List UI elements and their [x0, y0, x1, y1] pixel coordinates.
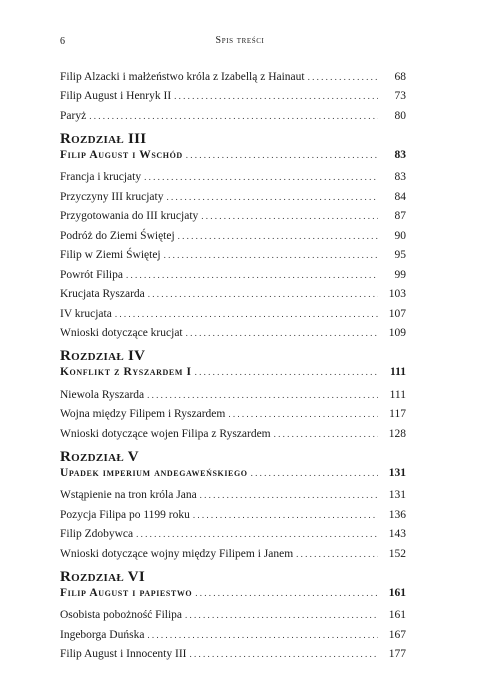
toc-entry: [60, 282, 406, 302]
toc-entry: [60, 262, 406, 282]
dot-leader: [89, 110, 378, 123]
toc-entry-page: 95: [394, 249, 406, 261]
toc-entry-title: Paryż: [60, 109, 87, 122]
toc-entry-title: Krucjata Ryszarda: [60, 288, 145, 300]
toc-entry-page: 152: [388, 547, 406, 560]
dot-leader: [178, 230, 378, 243]
toc-entry-page: 177: [388, 648, 406, 660]
toc-entry: [60, 421, 406, 441]
toc-entry: [60, 603, 406, 623]
dot-leader: [228, 408, 378, 421]
dot-leader: [251, 467, 378, 480]
dot-leader: [195, 587, 378, 600]
toc-entry-page: 107: [388, 307, 406, 320]
dot-leader: [186, 149, 378, 162]
dot-leader: [144, 171, 378, 184]
chapter-title: Filip August i papiestwo: [60, 586, 193, 599]
toc-entry-page: 161: [388, 609, 406, 621]
toc-entry: [60, 642, 406, 662]
dot-leader: [166, 191, 378, 204]
toc-entry: [60, 541, 406, 561]
dot-leader: [185, 609, 378, 622]
chapter-label: Rozdział VI: [60, 568, 146, 585]
page-header: [0, 0, 480, 60]
toc-entry-title: Ingeborga Duńska: [60, 628, 145, 641]
toc-entry-page: 68: [394, 70, 406, 83]
toc-entry-title: Wojna między Filipem i Ryszardem: [60, 408, 226, 420]
dot-leader: [200, 489, 378, 502]
toc-entry-page: 109: [388, 327, 406, 339]
toc-entry: [60, 184, 406, 204]
toc-entry: [60, 622, 406, 642]
toc-entry-page: 136: [388, 508, 406, 521]
dot-leader: [174, 90, 378, 103]
chapter-heading: [60, 450, 406, 480]
toc-entry-title: Pozycja Filipa po 1199 roku: [60, 508, 190, 521]
toc-entry: [60, 382, 406, 402]
toc-entry-title: Filip Alzacki i małżeństwo króla z Izabellą z Hainaut: [60, 70, 305, 83]
toc-entry-title: Podróż do Ziemi Świętej: [60, 229, 175, 242]
chapter-title-line: [60, 585, 406, 600]
toc-entry-page: 111: [389, 388, 406, 401]
page-number: 6: [60, 36, 65, 47]
toc-entry-title: Wnioski dotyczące wojen Filipa z Ryszardem: [60, 427, 271, 440]
toc-entry-title: Filip August i Innocenty III: [60, 648, 187, 660]
toc-entry-title: IV krucjata: [60, 307, 112, 320]
chapter-label: Rozdział III: [60, 130, 147, 147]
toc-entry-title: Powrót Filipa: [60, 268, 123, 281]
toc-entry-title: Przygotowania do III krucjaty: [60, 210, 199, 222]
toc-entry-title: Wnioski dotyczące krucjat: [60, 327, 183, 339]
chapter-page: 83: [394, 148, 406, 161]
dot-leader: [136, 528, 378, 541]
toc-entry-title: Filip Zdobywca: [60, 528, 134, 540]
chapter-title: Filip August i Wschód: [60, 148, 183, 161]
toc-entry-page: 83: [394, 171, 406, 183]
chapter-label: Rozdział IV: [60, 348, 146, 364]
dot-leader: [186, 327, 378, 340]
dot-leader: [115, 308, 378, 321]
toc-entry-title: Niewola Ryszarda: [60, 388, 145, 401]
chapter-heading: [60, 132, 406, 162]
toc-entry: [60, 103, 406, 123]
dot-leader: [296, 548, 378, 561]
dot-leader: [308, 71, 378, 84]
toc-entry-title: Osobista pobożność Filipa: [60, 609, 183, 621]
chapter-heading: [60, 570, 406, 600]
toc-entry-title: Filip w Ziemi Świętej: [60, 249, 161, 261]
toc-entry-title: Filip August i Henryk II: [60, 90, 172, 102]
table-of-contents: [60, 64, 406, 661]
chapter-title-line: [60, 147, 406, 162]
toc-entry-page: 143: [388, 528, 406, 540]
toc-entry: [60, 84, 406, 104]
dot-leader: [148, 288, 378, 301]
dot-leader: [164, 249, 378, 262]
toc-entry-page: 87: [394, 210, 406, 222]
toc-entry: [60, 243, 406, 263]
toc-entry-page: 90: [394, 229, 406, 242]
toc-entry-title: Wstąpienie na tron króla Jana: [60, 489, 197, 501]
dot-leader: [274, 428, 378, 441]
toc-entry: [60, 165, 406, 185]
running-head: Spis treści: [215, 35, 265, 46]
toc-entry: [60, 64, 406, 84]
chapter-page: 161: [388, 586, 406, 599]
chapter-title: Upadek imperium andegaweńskiego: [60, 466, 248, 479]
toc-entry: [60, 301, 406, 321]
toc-entry-page: 103: [388, 288, 406, 300]
toc-entry-page: 117: [389, 408, 406, 420]
chapter-title: Konflikt z Ryszardem I: [60, 366, 192, 378]
toc-entry: [60, 321, 406, 341]
toc-entry-page: 80: [394, 109, 406, 122]
chapter-title-line: [60, 465, 406, 480]
toc-entry: [60, 223, 406, 243]
dot-leader: [195, 366, 378, 379]
toc-entry-page: 99: [394, 268, 406, 281]
toc-entry-title: Przyczyny III krucjaty: [60, 190, 164, 203]
chapter-title-line: [60, 364, 406, 379]
toc-entry: [60, 483, 406, 503]
dot-leader: [147, 389, 378, 402]
chapter-page: 131: [388, 466, 406, 479]
toc-entry: [60, 204, 406, 224]
toc-entry-page: 84: [394, 190, 406, 203]
dot-leader: [201, 210, 378, 223]
chapter-heading: [60, 349, 406, 379]
toc-entry-page: 128: [388, 427, 406, 440]
toc-entry-page: 131: [388, 489, 406, 501]
toc-entry: [60, 522, 406, 542]
chapter-label: Rozdział V: [60, 448, 139, 465]
dot-leader: [190, 648, 379, 661]
dot-leader: [126, 269, 378, 282]
chapter-page: 111: [390, 366, 406, 378]
toc-entry: [60, 402, 406, 422]
toc-entry-title: Francja i krucjaty: [60, 171, 142, 183]
toc-entry-page: 73: [394, 90, 406, 102]
dot-leader: [147, 629, 378, 642]
toc-entry-title: Wnioski dotyczące wojny między Filipem i Janem: [60, 547, 294, 560]
dot-leader: [193, 509, 378, 522]
toc-entry: [60, 502, 406, 522]
toc-entry-page: 167: [388, 628, 406, 641]
